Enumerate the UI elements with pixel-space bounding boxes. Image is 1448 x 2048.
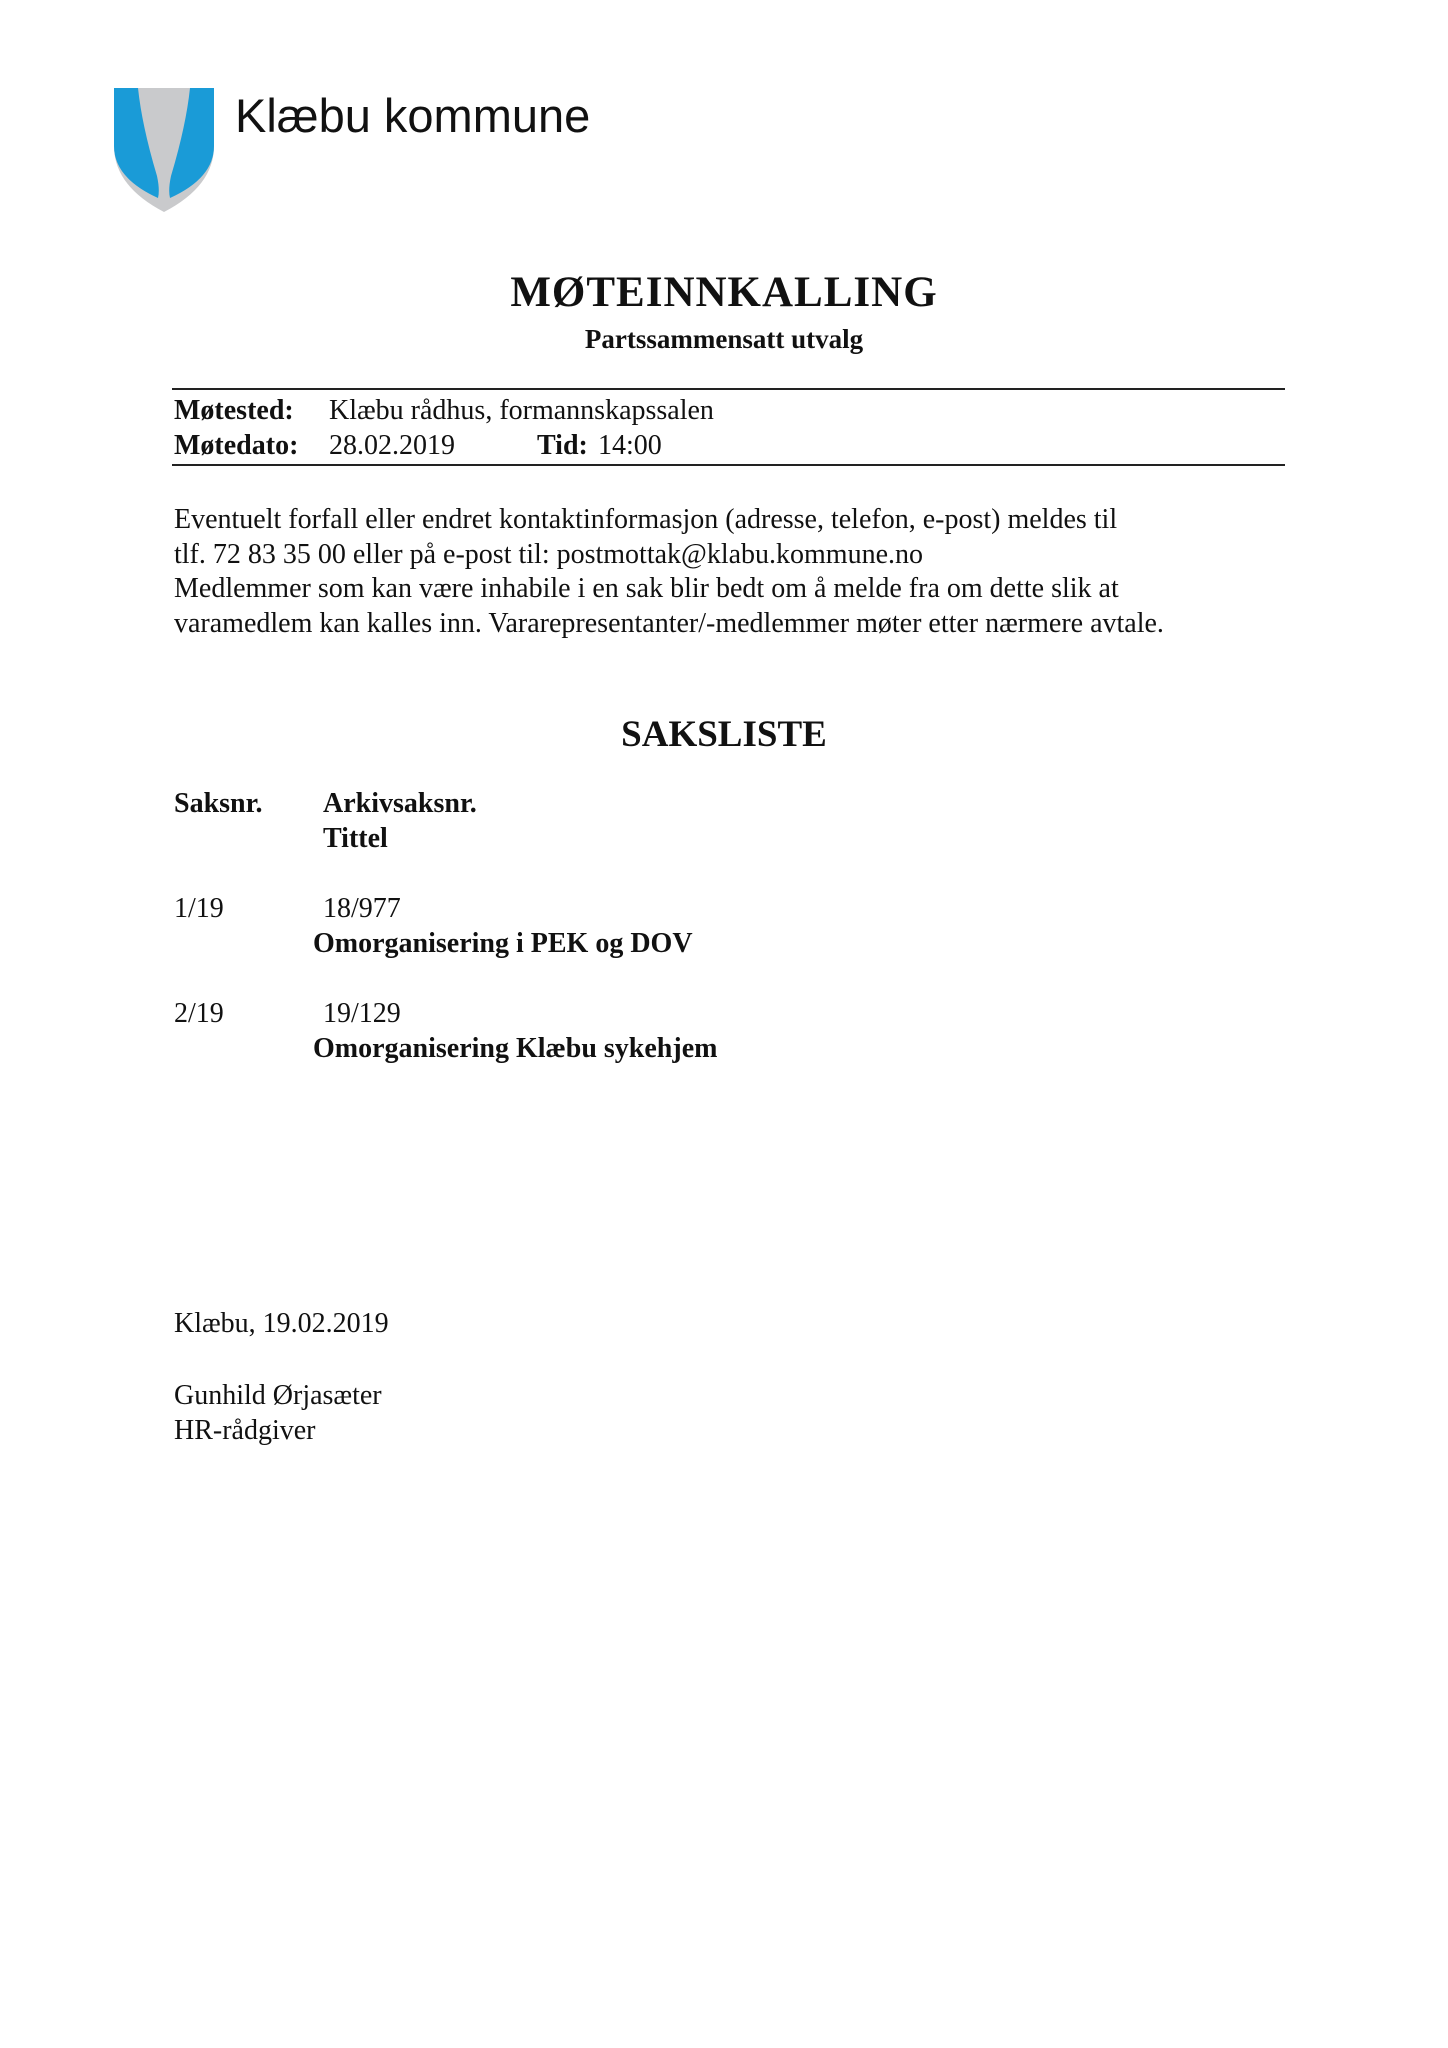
case-number: 1/19 [174,893,224,924]
archive-number: 19/129 [323,998,401,1029]
meeting-place-row [174,395,714,427]
meeting-time-value: 14:00 [598,430,662,461]
info-line: Eventuelt forfall eller endret kontaktinformasjon (adresse, telefon, e-post) meldes til [174,504,1118,535]
meeting-date-value: 28.02.2019 [329,430,455,461]
info-paragraph [174,503,1284,641]
meeting-date-label: Møtedato: [174,430,299,461]
signer-title: HR-rådgiver [174,1415,316,1446]
document-title: MØTEINNKALLING [510,269,938,316]
case-number: 2/19 [174,998,224,1029]
place-and-date: Klæbu, 19.02.2019 [174,1308,389,1339]
info-line: Medlemmer som kan være inhabile i en sak blir bedt om å melde fra om dette slik at [174,573,1119,604]
meeting-date-row [174,430,662,462]
meeting-place-label: Møtested: [174,395,294,426]
document-subtitle: Partssammensatt utvalg [584,324,864,354]
signer-block [174,1378,382,1448]
meeting-place-value: Klæbu rådhus, formannskapssalen [329,395,714,426]
header-title: Tittel [323,823,388,854]
org-name: Klæbu kommune [235,89,591,142]
header-case-no: Saksnr. [174,788,263,819]
meeting-time-label: Tid: [537,430,588,461]
info-line: tlf. 72 83 35 00 eller på e-post til: postmottak@klabu.kommune.no [174,538,924,570]
bottom-divider [172,464,1285,466]
signer-name: Gunhild Ørjasæter [174,1380,382,1411]
case-title: Omorganisering Klæbu sykehjem [313,1033,718,1064]
header-archive-no: Arkivsaksnr. [323,788,477,819]
top-divider [172,388,1285,390]
archive-number: 18/977 [323,893,401,924]
case-title: Omorganisering i PEK og DOV [313,928,693,959]
agenda-title: SAKSLISTE [621,714,827,755]
info-line: varamedlem kan kalles inn. Vararepresentanter/-medlemmer møter etter nærmere avtale. [174,607,1164,639]
coat-of-arms-shield-icon [112,86,216,214]
